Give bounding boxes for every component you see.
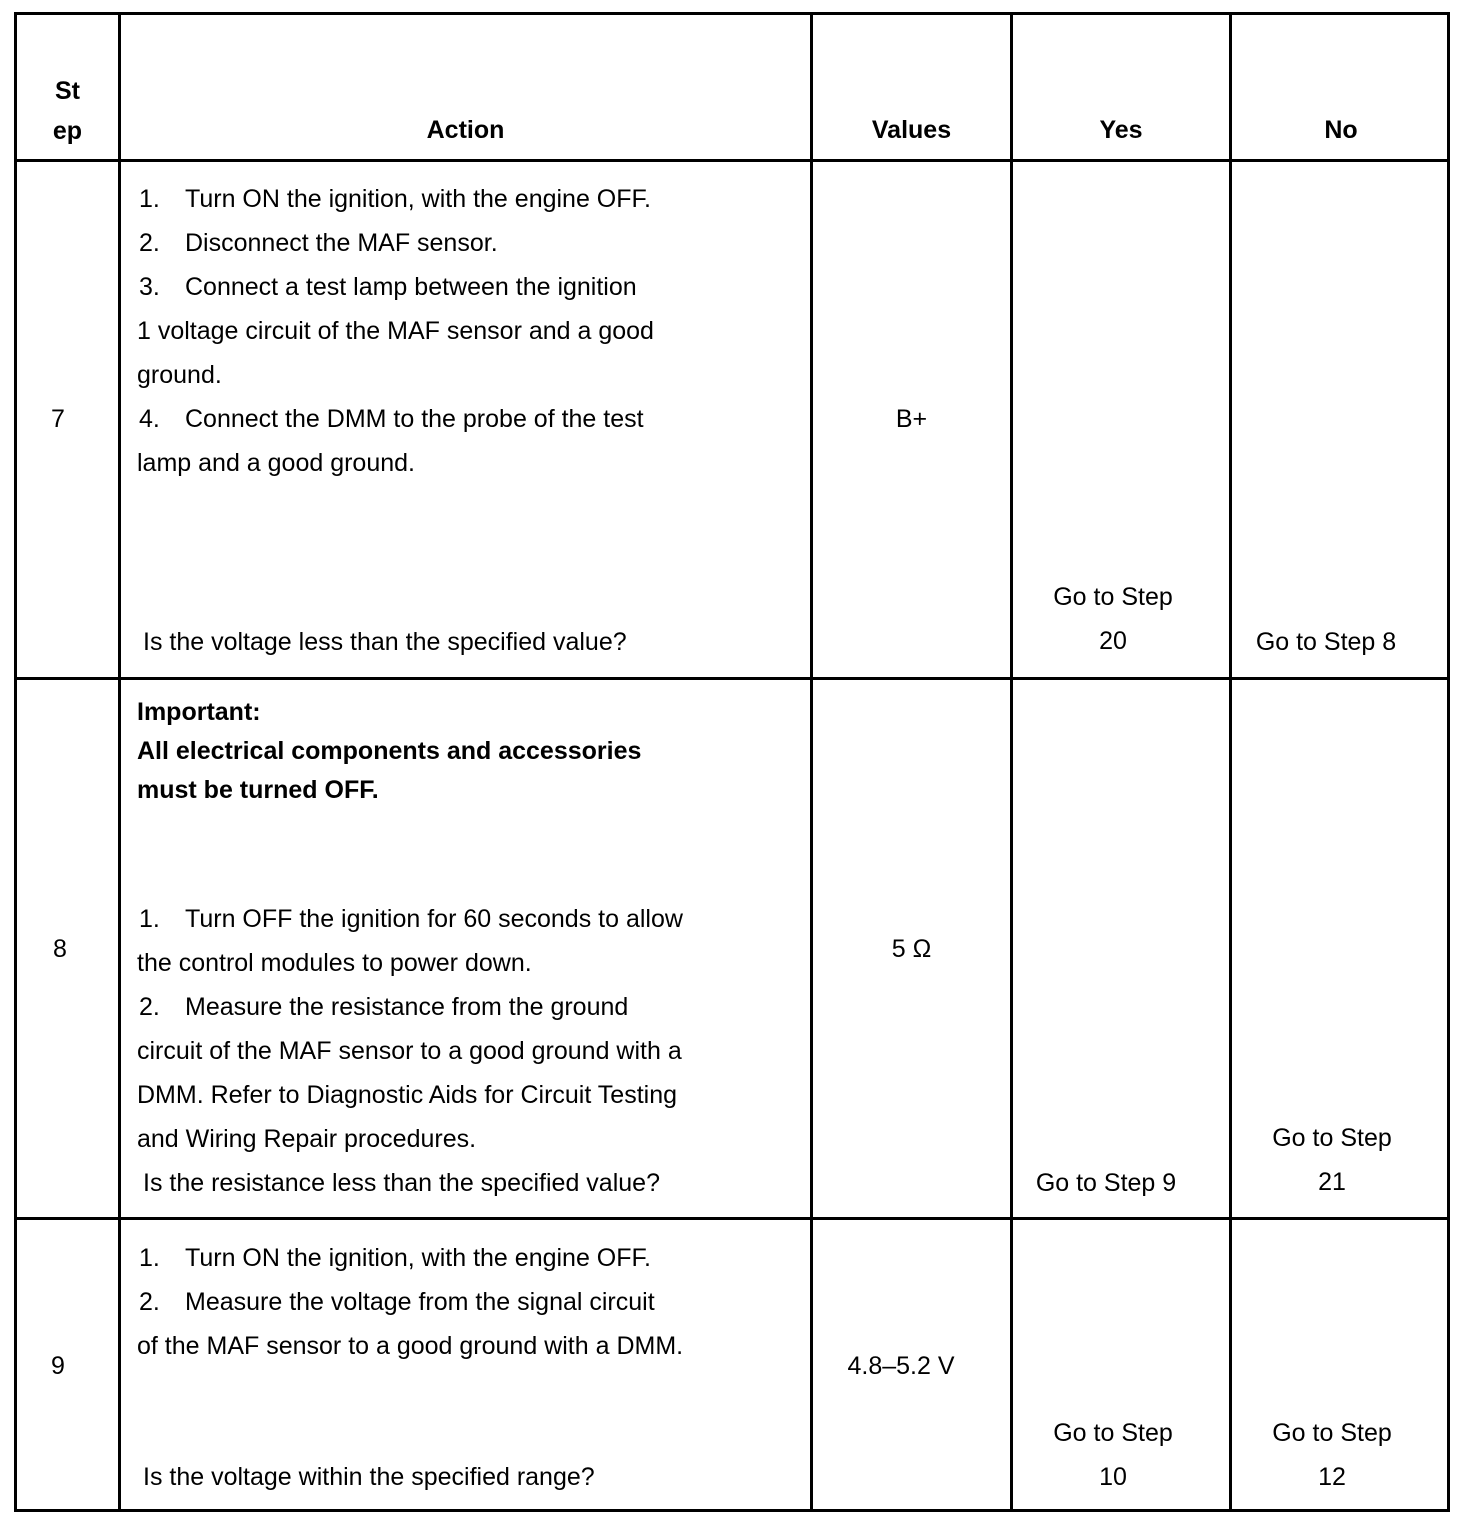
row-divider — [17, 677, 1447, 680]
row-divider — [17, 1217, 1447, 1220]
question-text: Is the voltage within the specified range? — [143, 1463, 595, 1491]
action-list: 1. Turn OFF the ignition for 60 seconds to allow the control modules to power down. 2. Measure the resistance from the ground circuit of the MAF sensor to a good ground with a DMM. Refer to Diagnostic Aids for Circuit Testing and Wiring Repair procedures. — [137, 905, 683, 1153]
value-text: 5 Ω — [891, 935, 932, 963]
column-divider — [1010, 15, 1013, 1509]
no-result: Go to Step 12 — [1272, 1419, 1392, 1491]
header-values: Values — [871, 116, 952, 144]
step-number: 8 — [53, 935, 67, 963]
important-note: Important: All electrical components and accessories must be turned OFF. — [137, 698, 642, 804]
column-divider — [810, 15, 813, 1509]
value-text: 4.8–5.2 V — [847, 1352, 955, 1380]
question-text: Is the voltage less than the specified value? — [143, 628, 627, 656]
column-divider — [118, 15, 121, 1509]
step-number: 9 — [51, 1352, 65, 1380]
no-result: Go to Step 8 — [1255, 628, 1397, 656]
question-text: Is the resistance less than the specified value? — [143, 1169, 660, 1197]
column-divider — [1229, 15, 1232, 1509]
diagnostic-table — [14, 12, 1450, 1512]
yes-result: Go to Step 20 — [1053, 583, 1173, 655]
header-step: St ep — [52, 77, 83, 145]
header-action: Action — [426, 116, 505, 144]
row-divider — [17, 159, 1447, 162]
action-list: 1. Turn ON the ignition, with the engine OFF. 2. Disconnect the MAF sensor. 3. Connect a test lamp between the ignition 1 voltage circuit of the MAF sensor and a good ground. 4. Connect the DMM to the probe of the test lamp and a good ground. — [137, 185, 654, 477]
header-yes: Yes — [1099, 116, 1143, 144]
no-result: Go to Step 21 — [1272, 1124, 1392, 1196]
step-number: 7 — [51, 405, 65, 433]
yes-result: Go to Step 10 — [1053, 1419, 1173, 1491]
header-no: No — [1324, 116, 1358, 144]
value-text: B+ — [895, 405, 928, 433]
yes-result: Go to Step 9 — [1035, 1169, 1177, 1197]
action-list: 1. Turn ON the ignition, with the engine OFF. 2. Measure the voltage from the signal circuit of the MAF sensor to a good ground with a DMM. — [137, 1244, 684, 1360]
